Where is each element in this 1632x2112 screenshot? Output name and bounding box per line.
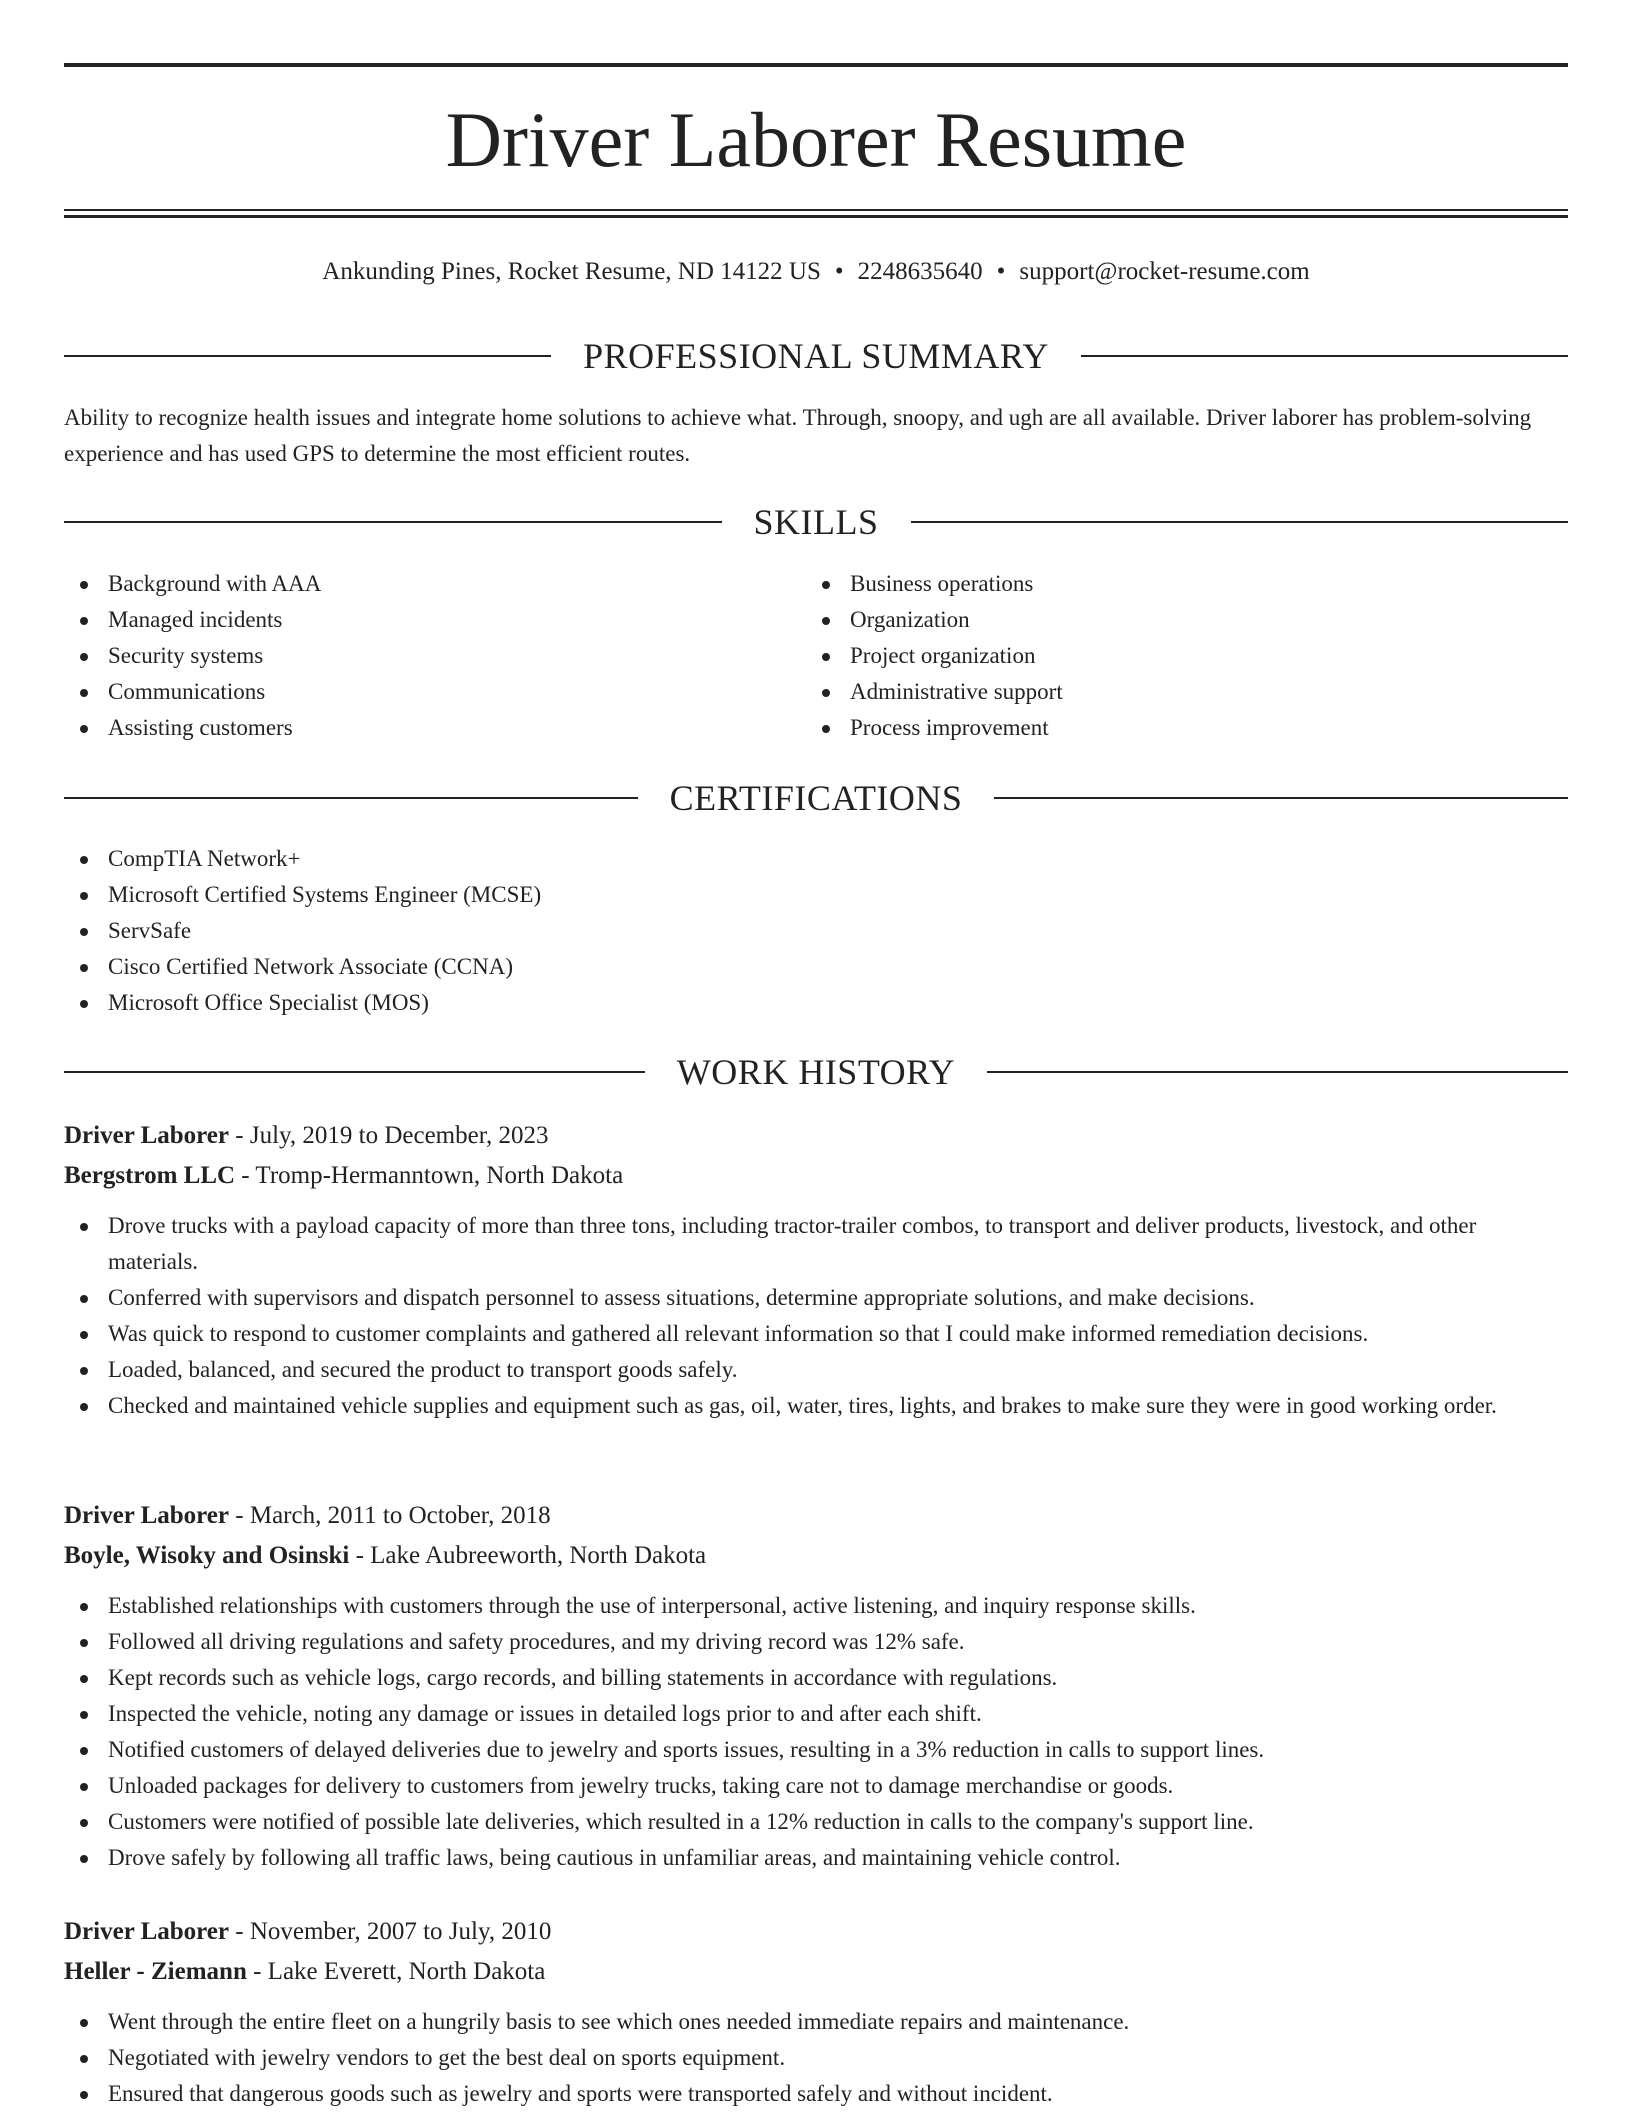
job-company-line <box>64 1156 1568 1196</box>
contact-separator: • <box>834 258 844 285</box>
job-title: Driver Laborer <box>64 1122 230 1149</box>
list-item: Drove safely by following all traffic laws, being cautious in unfamiliar areas, and maintaining vehicle control. <box>64 1840 1568 1876</box>
job-title-line <box>64 1116 1568 1156</box>
job-bullets <box>64 1208 1568 1424</box>
job-entry <box>64 1496 1568 1876</box>
section-heading-certifications <box>64 778 1568 818</box>
list-item: Project organization <box>806 638 1548 674</box>
list-item: Business operations <box>806 566 1548 602</box>
job-company-line <box>64 1536 1568 1576</box>
list-item: Security systems <box>64 638 806 674</box>
job-location: - Lake Everett, North Dakota <box>246 1958 546 1985</box>
job-company-line <box>64 1952 1568 1992</box>
section-title: CERTIFICATIONS <box>669 778 963 818</box>
list-item: Negotiated with jewelry vendors to get the best deal on sports equipment. <box>64 2040 1568 2076</box>
list-item: Administrative support <box>806 674 1548 710</box>
job-company: Boyle, Wisoky and Osinski <box>64 1542 350 1569</box>
heading-rule-right <box>1081 355 1568 357</box>
certifications-list <box>64 841 1568 1021</box>
heading-rule-left <box>64 1071 645 1073</box>
list-item: Drove trucks with a payload capacity of more than three tons, including tractor-trailer combos, to transport and deliver products, livestock, and other materials. <box>64 1208 1568 1280</box>
section-title: PROFESSIONAL SUMMARY <box>583 336 1049 376</box>
summary-text: Ability to recognize health issues and integrate home solutions to achieve what. Through, snoopy, and ugh are all available. Driver laborer has problem-solving experience and has used GPS to determine the most efficient routes. <box>64 405 1532 466</box>
contact-line <box>64 254 1568 290</box>
list-item: Unloaded packages for delivery to customers from jewelry trucks, taking care not to damage merchandise or goods. <box>64 1768 1568 1804</box>
list-item: Inspected the vehicle, noting any damage or issues in detailed logs prior to and after each shift. <box>64 1696 1568 1732</box>
contact-separator: • <box>996 258 1006 285</box>
list-item: Organization <box>806 602 1548 638</box>
heading-rule-left <box>64 797 638 799</box>
job-entry <box>64 1912 1568 2112</box>
list-item: Followed all driving regulations and safety procedures, and my driving record was 12% safe. <box>64 1624 1568 1660</box>
job-company: Heller - Ziemann <box>64 1958 247 1985</box>
job-location: - Lake Aubreeworth, North Dakota <box>349 1542 707 1569</box>
list-item: Loaded, balanced, and secured the product to transport goods safely. <box>64 1352 1568 1388</box>
heading-rule-right <box>994 797 1568 799</box>
job-title-line <box>64 1496 1568 1536</box>
contact-phone: 2248635640 <box>857 258 983 285</box>
section-title: SKILLS <box>753 502 879 542</box>
list-item: CompTIA Network+ <box>64 841 1568 877</box>
list-item: Kept records such as vehicle logs, cargo records, and billing statements in accordance with regulations. <box>64 1660 1568 1696</box>
header-top-rule <box>64 63 1568 67</box>
heading-rule-left <box>64 521 722 523</box>
list-item: Managed incidents <box>64 602 806 638</box>
job-title: Driver Laborer <box>64 1918 230 1945</box>
job-location: - Tromp-Hermanntown, North Dakota <box>235 1162 624 1189</box>
list-item: Checked and maintained vehicle supplies and equipment such as gas, oil, water, tires, lights, and brakes to make sure they were in good working order. <box>64 1388 1568 1424</box>
list-item: Background with AAA <box>64 566 806 602</box>
job-bullets <box>64 1588 1568 1876</box>
section-title: WORK HISTORY <box>676 1052 956 1092</box>
resume-title: Driver Laborer Resume <box>445 96 1187 183</box>
header-rule-2 <box>64 215 1568 218</box>
list-item: Was quick to respond to customer complaints and gathered all relevant information so that I could make informed remediation decisions. <box>64 1316 1568 1352</box>
contact-email: support@rocket-resume.com <box>1019 258 1310 285</box>
list-item: Went through the entire fleet on a hungrily basis to see which ones needed immediate repairs and maintenance. <box>64 2004 1568 2040</box>
list-item: Process improvement <box>806 710 1548 746</box>
list-item: Microsoft Office Specialist (MOS) <box>64 985 1568 1021</box>
job-bullets <box>64 2004 1568 2112</box>
skills-list-right <box>806 566 1548 746</box>
job-company: Bergstrom LLC <box>64 1162 236 1189</box>
list-item: ServSafe <box>64 913 1568 949</box>
certifications-block <box>64 841 1568 1021</box>
heading-rule-right <box>987 1071 1568 1073</box>
job-dates: - March, 2011 to October, 2018 <box>229 1502 551 1529</box>
list-item: Customers were notified of possible late deliveries, which resulted in a 12% reduction in calls to the company's support line. <box>64 1804 1568 1840</box>
list-item: Cisco Certified Network Associate (CCNA) <box>64 949 1568 985</box>
job-title: Driver Laborer <box>64 1502 230 1529</box>
list-item: Assisting customers <box>64 710 806 746</box>
list-item: Ensured that dangerous goods such as jewelry and sports were transported safely and without incident. <box>64 2076 1568 2112</box>
skills-columns <box>64 566 1568 746</box>
list-item: Microsoft Certified Systems Engineer (MCSE) <box>64 877 1568 913</box>
list-item: Established relationships with customers through the use of interpersonal, active listening, and inquiry response skills. <box>64 1588 1568 1624</box>
job-title-line <box>64 1912 1568 1952</box>
section-heading-work-history <box>64 1052 1568 1092</box>
heading-rule-left <box>64 355 551 357</box>
heading-rule-right <box>911 521 1569 523</box>
skills-list-left <box>64 566 806 746</box>
job-dates: - July, 2019 to December, 2023 <box>229 1122 549 1149</box>
list-item: Communications <box>64 674 806 710</box>
section-heading-skills <box>64 502 1568 542</box>
job-entry <box>64 1116 1568 1424</box>
list-item: Notified customers of delayed deliveries due to jewelry and sports issues, resulting in a 3% reduction in calls to support lines. <box>64 1732 1568 1768</box>
header-rule-1 <box>64 209 1568 211</box>
job-dates: - November, 2007 to July, 2010 <box>229 1918 552 1945</box>
section-heading-summary <box>64 336 1568 376</box>
contact-address: Ankunding Pines, Rocket Resume, ND 14122 US <box>322 258 821 285</box>
list-item: Conferred with supervisors and dispatch personnel to assess situations, determine appropriate solutions, and make decisions. <box>64 1280 1568 1316</box>
